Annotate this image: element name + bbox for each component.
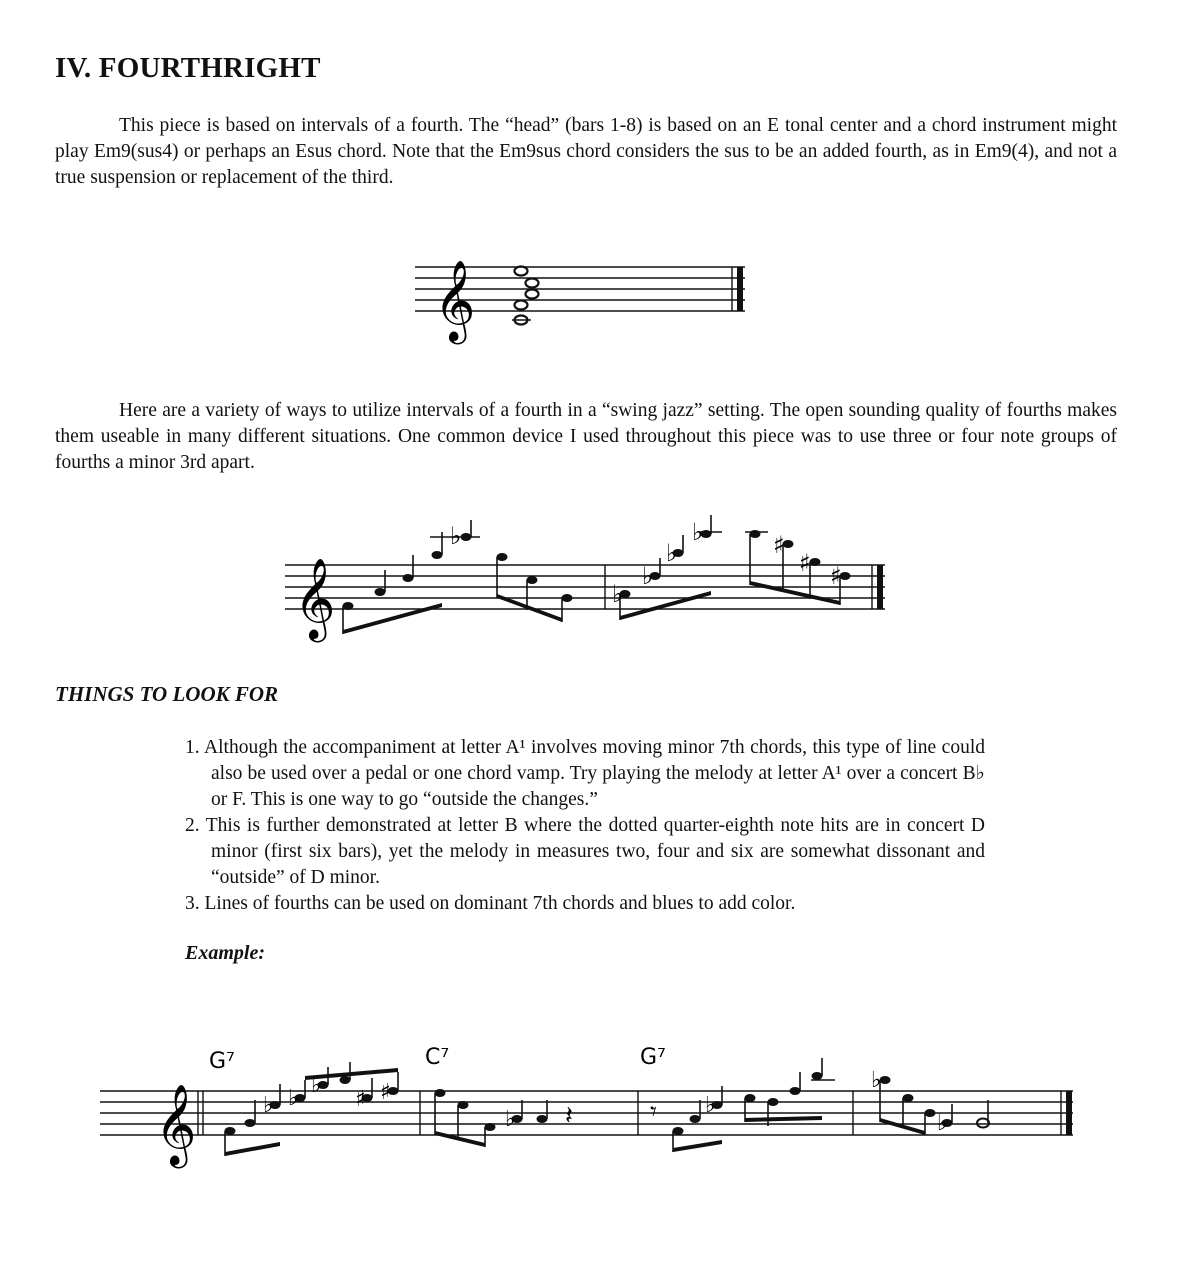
note bbox=[458, 1101, 469, 1109]
section-heading: THINGS TO LOOK FOR bbox=[55, 682, 279, 706]
flat-icon: ♭ bbox=[505, 1107, 516, 1132]
note bbox=[562, 594, 573, 602]
flat-icon: ♭ bbox=[871, 1068, 882, 1093]
flat-icon: ♭ bbox=[288, 1086, 299, 1111]
note bbox=[343, 602, 354, 610]
note bbox=[435, 1089, 446, 1097]
note bbox=[340, 1076, 351, 1084]
note bbox=[485, 1123, 496, 1131]
chord-symbol: G⁷ bbox=[209, 1049, 235, 1074]
flat-icon: ♭ bbox=[263, 1093, 274, 1118]
intro-paragraph: This piece is based on intervals of a fourth. The “head” (bars 1-8) is based on an E tonal center and a chord instrument might play Em9(sus4) or perhaps an Esus chord. Note that the Em9sus chord considers the sus to be an added fourth, as in Em9(4), and not a true suspension or replacement of the third. bbox=[55, 115, 1117, 188]
note bbox=[497, 553, 508, 561]
list-item: 2. This is further demonstrated at letter B where the dotted quarter-eighth note hits are in concert D minor (first six bars), yet the melody in measures two, four and six are somewhat dissonant and “outside” of D minor. bbox=[185, 815, 985, 888]
whole-note bbox=[515, 267, 528, 276]
sharp-icon: ♯ bbox=[799, 549, 811, 577]
note bbox=[812, 1072, 823, 1080]
flat-icon: ♭ bbox=[612, 580, 624, 608]
flat-icon: ♭ bbox=[450, 522, 462, 550]
sharp-icon: ♯ bbox=[355, 1087, 366, 1112]
note bbox=[790, 1087, 801, 1095]
note bbox=[225, 1127, 236, 1135]
fourths-example-staff bbox=[280, 510, 890, 640]
note bbox=[925, 1109, 936, 1117]
page-title: IV. FOURTHRIGHT bbox=[55, 52, 321, 84]
note bbox=[673, 1127, 684, 1135]
flat-icon: ♭ bbox=[311, 1073, 322, 1098]
chord-symbol: C⁷ bbox=[425, 1045, 450, 1070]
whole-note bbox=[526, 279, 539, 288]
note bbox=[768, 1098, 779, 1106]
tips-list bbox=[185, 735, 985, 917]
sharp-icon: ♯ bbox=[830, 562, 842, 590]
whole-note bbox=[526, 290, 539, 299]
chord-symbol: G⁷ bbox=[640, 1045, 666, 1070]
flat-icon: ♭ bbox=[642, 562, 654, 590]
note bbox=[903, 1094, 914, 1102]
note bbox=[403, 574, 414, 582]
treble-clef-icon: 𝄞 bbox=[294, 557, 336, 639]
whole-note bbox=[515, 301, 528, 310]
dominant-example-staff bbox=[95, 1040, 1080, 1165]
flat-icon: ♭ bbox=[666, 539, 678, 567]
list-item: 3. Lines of fourths can be used on dominant 7th chords and blues to add color. bbox=[185, 893, 796, 914]
note bbox=[432, 551, 443, 559]
flat-icon: ♭ bbox=[692, 518, 704, 546]
eighth-rest-icon: 𝄾 bbox=[650, 1097, 657, 1127]
quarter-rest-icon: 𝄽 bbox=[565, 1101, 573, 1131]
list-item: 1. Although the accompaniment at letter A¹ involves moving minor 7th chords, this type of line could also be used over a pedal or one chord vamp. Try playing the melody at letter A¹ over a concert B♭ or F. This is one way to go “outside the changes.” bbox=[185, 737, 985, 810]
note bbox=[245, 1119, 256, 1127]
swing-paragraph: Here are a variety of ways to utilize intervals of a fourth in a “swing jazz” setting. The open sounding quality of fourths makes them useable in many different situations. One common device I used throughout this piece was to use three or four note groups of fourths a minor 3rd apart. bbox=[55, 400, 1117, 473]
treble-clef-icon: 𝄞 bbox=[155, 1083, 197, 1165]
flat-icon: ♭ bbox=[937, 1111, 948, 1136]
sharp-icon: ♯ bbox=[380, 1080, 391, 1105]
flat-icon: ♭ bbox=[705, 1093, 716, 1118]
chord-voicing-staff bbox=[410, 240, 755, 350]
note bbox=[690, 1115, 701, 1123]
treble-clef-icon: 𝄞 bbox=[434, 259, 476, 341]
note bbox=[527, 576, 538, 584]
note bbox=[537, 1115, 548, 1123]
example-label: Example: bbox=[185, 942, 265, 964]
note bbox=[375, 588, 386, 596]
note bbox=[745, 1094, 756, 1102]
note bbox=[810, 558, 821, 566]
sharp-icon: ♯ bbox=[773, 531, 785, 559]
